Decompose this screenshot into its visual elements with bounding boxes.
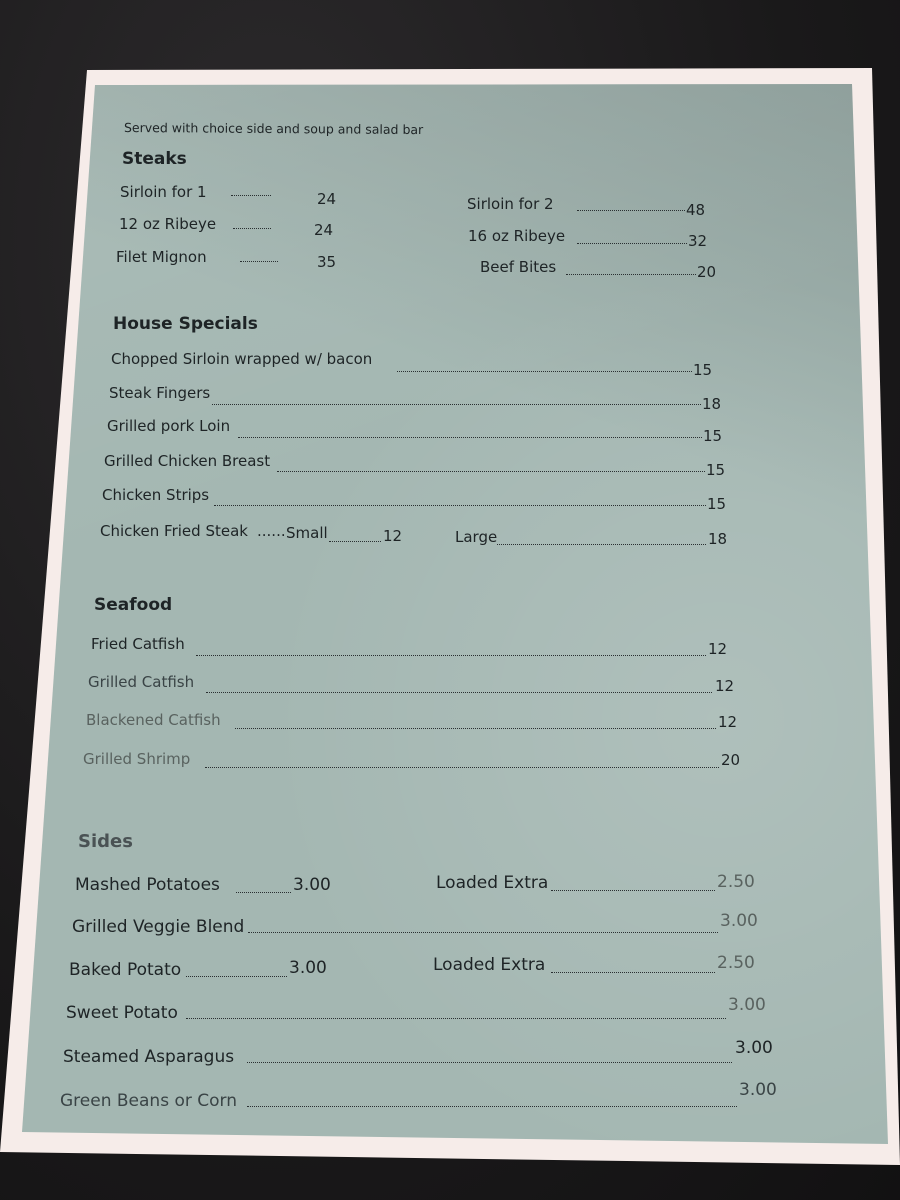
item-price: 3.00 [735,1038,773,1058]
house-specials-heading: House Specials [113,314,258,334]
cfs-large-price: 18 [708,530,728,548]
cfs-small-price: 12 [383,527,403,545]
item-price: 20 [697,263,717,281]
item-price: 3.00 [728,995,766,1015]
dot-leader [214,505,706,506]
cfs-large-label: Large [455,528,498,546]
loaded-extra-price: 2.50 [717,872,755,892]
item-price: 24 [314,221,334,239]
item-price: 12 [718,713,738,731]
dot-leader [577,210,685,211]
dot-leader [240,261,278,262]
item-name: Sweet Potato [66,1003,178,1023]
item-price: 15 [703,427,723,445]
dot-leader [551,972,715,973]
steaks-heading: Steaks [122,149,187,169]
item-name: Grilled pork Loin [107,417,231,435]
dot-leader [236,892,291,893]
loaded-extra-price: 2.50 [717,953,755,973]
dot-leader [277,471,705,472]
dot-leader [235,728,716,729]
item-price: 12 [708,640,728,658]
dot-leader [233,228,271,229]
dot-leader [186,1018,726,1019]
seafood-heading: Seafood [94,595,173,615]
dot-leader [577,243,687,244]
menu-intro: Served with choice side and soup and salad bar [123,119,424,138]
item-price: 24 [317,190,337,208]
sides-heading: Sides [78,831,133,852]
item-price: 35 [317,253,337,271]
dot-leader [248,932,718,933]
item-name: Filet Mignon [116,248,207,266]
dot-leader [329,541,381,542]
item-name: Mashed Potatoes [75,875,220,895]
dot-leader [247,1062,732,1063]
item-name: Sirloin for 2 [467,195,554,213]
cfs-separator: ...... [257,522,286,540]
item-name: Baked Potato [69,960,182,980]
item-name: Chicken Strips [102,486,210,504]
item-name: Grilled Chicken Breast [104,452,271,470]
item-name: Beef Bites [480,258,557,276]
item-name: 16 oz Ribeye [468,227,566,245]
item-price: 20 [721,751,741,769]
dot-leader [566,274,696,275]
dot-leader [205,767,719,768]
item-price: 3.00 [289,958,327,978]
item-price: 15 [707,495,727,513]
item-price: 48 [686,201,706,219]
item-name: Grilled Shrimp [83,750,191,768]
item-name: Sirloin for 1 [120,183,207,201]
item-name: Fried Catfish [91,635,185,653]
item-name: Steak Fingers [109,384,211,402]
item-name: Steamed Asparagus [63,1047,235,1067]
dot-leader [247,1106,737,1107]
dot-leader [212,404,701,405]
dot-leader [238,437,702,438]
item-name: Chicken Fried Steak [100,522,248,540]
dot-leader [551,890,715,891]
item-price: 3.00 [293,875,331,895]
dot-leader [206,692,712,693]
loaded-extra-label: Loaded Extra [433,955,546,975]
item-name: Green Beans or Corn [60,1091,237,1111]
item-price: 3.00 [739,1080,777,1100]
item-price: 3.00 [720,911,758,931]
dot-leader [497,544,706,545]
item-price: 12 [715,677,735,695]
item-price: 15 [693,361,713,379]
item-name: Grilled Catfish [88,673,195,691]
dot-leader [186,976,287,977]
dot-leader [231,195,271,196]
dot-leader [196,655,706,656]
item-name: 12 oz Ribeye [119,215,217,233]
item-price: 32 [688,232,708,250]
item-name: Blackened Catfish [86,711,221,729]
item-name: Grilled Veggie Blend [72,917,245,937]
item-price: 18 [702,395,722,413]
loaded-extra-label: Loaded Extra [436,873,549,893]
item-price: 15 [706,461,726,479]
dot-leader [397,371,692,372]
item-name: Chopped Sirloin wrapped w/ bacon [111,350,373,368]
cfs-small-label: Small [286,524,328,542]
